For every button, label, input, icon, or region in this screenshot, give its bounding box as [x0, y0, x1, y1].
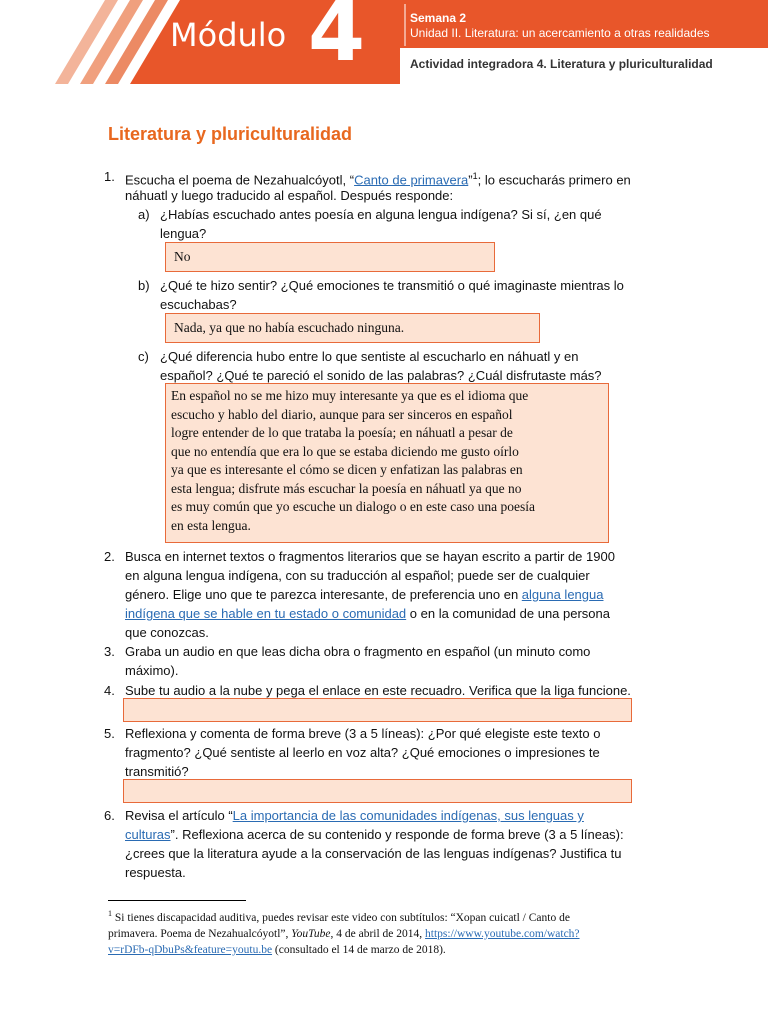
- banner-stripes: [0, 0, 768, 84]
- q2-line4-text: o en la comunidad de una persona: [406, 606, 610, 621]
- answer-c-line: logre entender de lo que trataba la poesía; en náhuatl a pesar de: [171, 425, 513, 440]
- youtube-url-link-cont[interactable]: v=rDFb-qDbuPs&feature=youtu.be: [108, 943, 273, 956]
- module-label: Módulo: [170, 16, 287, 54]
- q1-pre: Escucha el poema de Nezahualcóyotl, “: [125, 172, 355, 188]
- lengua-indigena-link-cont[interactable]: indígena que se hable en tu estado o comunidad: [125, 606, 407, 621]
- answer-box-b[interactable]: [165, 313, 540, 343]
- q2-line4: [125, 604, 610, 623]
- q6-line1: [125, 806, 584, 825]
- footnote-text1: Si tienes discapacidad auditiva, puedes revisar este video con subtítulos: “Xopan cuicatl / Canto de: [112, 911, 570, 924]
- q2-number: 2.: [104, 549, 115, 564]
- answer-b: Nada, ya que no había escuchado ninguna.: [174, 320, 405, 335]
- q6-line2: [125, 825, 624, 844]
- answer-box-a[interactable]: [165, 242, 495, 272]
- footnote-youtube: YouTube: [291, 927, 331, 940]
- audio-link-box[interactable]: [123, 698, 632, 722]
- youtube-url-link[interactable]: https://www.youtube.com/watch?: [425, 927, 580, 940]
- answer-c-line: ya que es interesante el cómo se dicen y enfatizan las palabras en: [171, 462, 523, 477]
- reflection-box[interactable]: [123, 779, 632, 803]
- week-label: Semana 2: [410, 11, 467, 25]
- answer-c-line: en esta lengua.: [171, 517, 251, 533]
- q5-number: 5.: [104, 726, 115, 741]
- q3-number: 3.: [104, 644, 115, 659]
- answer-c-line: escucho y hablo del diario, aunque para ser sinceros en español: [171, 406, 513, 422]
- q6-line3: ¿crees que la literatura ayude a la conservación de las lenguas indígenas? Justifica tu: [125, 846, 622, 861]
- footnote-separator: [108, 900, 246, 901]
- footnote-text2: primavera. Poema de Nezahualcóyotl”,: [108, 927, 292, 940]
- footnote-ref[interactable]: 1: [472, 171, 478, 181]
- q1-line2: náhuatl y luego traducido al español. Después responde:: [125, 188, 454, 203]
- q2-line3-text: género. Elige uno que te parezca interesante, de preferencia uno en: [125, 587, 522, 602]
- footnote-text3: , 4 de abril de 2014,: [330, 927, 426, 940]
- footnote-line1: [108, 906, 668, 926]
- q1a-label: a): [138, 207, 150, 222]
- q3-line1: Graba un audio en que leas dicha obra o fragmento en español (un minuto como: [125, 644, 591, 659]
- answer-c-line: En español no se me hizo muy interesante ya que es el idioma que: [171, 388, 529, 403]
- footnote-text4: (consultado el 14 de marzo de 2018).: [272, 943, 446, 956]
- answer-c-line: esta lengua; disfrute más escuchar la poesía en náhuatl ya que no: [171, 480, 522, 496]
- q1b-line2: escuchabas?: [160, 297, 237, 312]
- unit-label: Unidad II. Literatura: un acercamiento a otras realidades: [410, 26, 710, 40]
- q6-pre: Revisa el artículo “: [125, 808, 233, 823]
- q2-line2: en alguna lengua indígena, con su traducción al español; puede ser de cualquier: [125, 568, 590, 583]
- q2-line3: [125, 585, 603, 604]
- answer-c-line: que no entendía que era lo que se estaba diciendo me gusto oírlo: [171, 443, 519, 459]
- footnote: [108, 906, 668, 958]
- q1a-line2: lengua?: [160, 226, 207, 241]
- activity-title: Actividad integradora 4. Literatura y pluriculturalidad: [410, 57, 713, 71]
- q1a-line1: ¿Habías escuchado antes poesía en alguna lengua indígena? Si sí, ¿en qué: [160, 207, 602, 222]
- q4-line1: Sube tu audio a la nube y pega el enlace en este recuadro. Verifica que la liga funcione.: [125, 683, 631, 698]
- answer-box-c[interactable]: [165, 383, 609, 543]
- header-banner: [0, 0, 768, 84]
- importancia-comunidades-link[interactable]: La importancia de las comunidades indígenas, sus lenguas y: [232, 808, 584, 823]
- canto-de-primavera-link[interactable]: Canto de primavera: [354, 172, 469, 188]
- q5-line3: transmitió?: [125, 764, 189, 779]
- q1b-line1: ¿Qué te hizo sentir? ¿Qué emociones te transmitió o qué imaginaste mientras lo: [160, 278, 624, 293]
- q2-line5: que conozcas.: [125, 625, 209, 640]
- q5-line2: fragmento? ¿Qué sentiste al leerlo en voz alta? ¿Qué emociones o impresiones te: [125, 745, 600, 760]
- answer-c: [171, 387, 606, 535]
- page-title: Literatura y pluriculturalidad: [108, 124, 353, 144]
- q1c-label: c): [138, 349, 149, 364]
- importancia-comunidades-link-cont[interactable]: culturas: [125, 827, 171, 842]
- module-number: 4: [308, 0, 366, 80]
- q4-number: 4.: [104, 683, 115, 698]
- q6-number: 6.: [104, 808, 115, 823]
- q6-line4: respuesta.: [125, 865, 186, 880]
- footnote-line3: [108, 942, 668, 958]
- q1-number: 1.: [104, 169, 115, 184]
- q1-post2: ; lo escucharás primero en: [477, 172, 631, 188]
- answer-c-line: es muy común que yo escuche un dialogo o en este caso una poesía: [171, 499, 536, 514]
- q5-line1: Reflexiona y comenta de forma breve (3 a 5 líneas): ¿Por qué elegiste este texto o: [125, 726, 601, 741]
- footnote-line2: [108, 926, 668, 942]
- q6-post: ”. Reflexiona acerca de su contenido y responde de forma breve (3 a 5 líneas):: [170, 827, 624, 842]
- q1b-label: b): [138, 278, 150, 293]
- q3-line2: máximo).: [125, 663, 179, 678]
- footnote-number: 1: [108, 909, 112, 918]
- lengua-indigena-link[interactable]: alguna lengua: [521, 587, 604, 602]
- q1c-line2: español? ¿Qué te pareció el sonido de las palabras? ¿Cuál disfrutaste más?: [160, 368, 602, 383]
- q2-line1: Busca en internet textos o fragmentos literarios que se hayan escrito a partir de 1900: [125, 549, 615, 564]
- q1-post: ”: [468, 172, 473, 188]
- answer-a: No: [174, 249, 191, 264]
- q1c-line1: ¿Qué diferencia hubo entre lo que sentiste al escucharlo en náhuatl y en: [160, 349, 579, 364]
